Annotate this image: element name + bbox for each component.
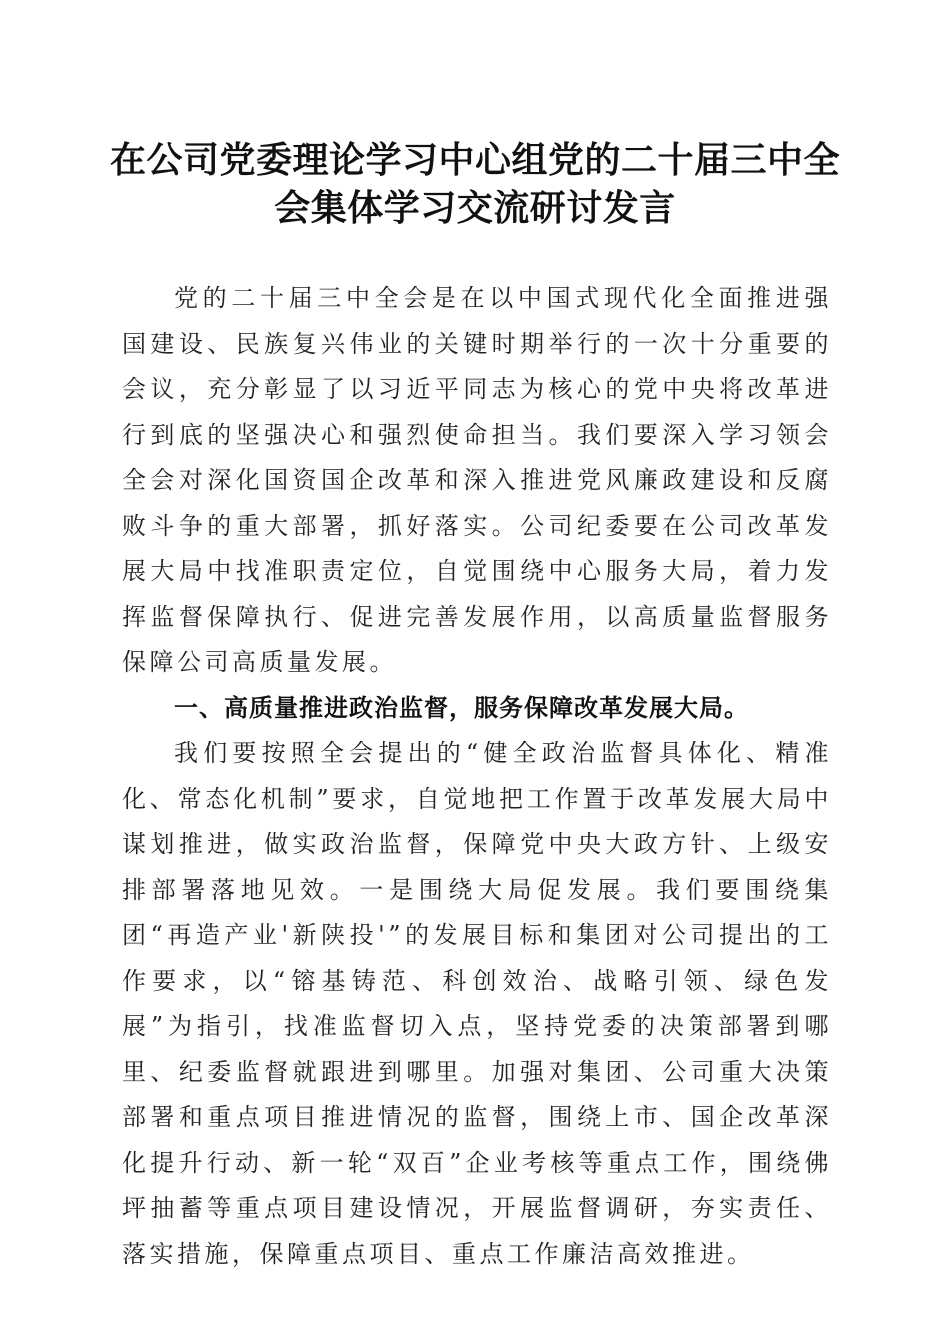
document-title: 在公司党委理论学习中心组党的二十届三中全会集体学习交流研讨发言 — [109, 139, 840, 229]
intro-paragraph: 党的二十届三中全会是在以中国式现代化全面推进强国建设、民族复兴伟业的关键时期举行的一次十分重要的会议，充分彰显了以习近平同志为核心的党中央将改革进行到底的坚强决心和强烈使命担当。我们要深入学习领会全会对深化国资国企改革和深入推进党风廉政建设和反腐败斗争的重大部署，抓好落实。公司纪委要在公司改革发展大局中找准职责定位，自觉围绕中心服务大局，着力发挥监督保障执行、促进完善发展作用，以高质量监督服务保障公司高质量发展。 — [122, 284, 832, 676]
document-body — [122, 276, 832, 1277]
section-heading-1: 一、高质量推进政治监督，服务保障改革发展大局。 — [174, 693, 749, 722]
section-1-paragraph: 我们要按照全会提出的“健全政治监督具体化、精准化、常态化机制”要求，自觉地把工作置于改革发展大局中谋划推进，做实政治监督，保障党中央大政方针、上级安排部署落地见效。一是围绕大局促发展。我们要围绕集团“再造产业'新陕投'”的发展目标和集团对公司提出的工作要求，以“镕基铸范、科创效治、战略引领、绿色发展”为指引，找准监督切入点，坚持党委的决策部署到哪里、纪委监督就跟进到哪里。加强对集团、公司重大决策部署和重点项目推进情况的监督，围绕上市、国企改革深化提升行动、新一轮“双百”企业考核等重点工作，围绕佛坪抽蓄等重点项目建设情况，开展监督调研，夯实责任、落实措施，保障重点项目、重点工作廉洁高效推进。 — [122, 739, 832, 1268]
